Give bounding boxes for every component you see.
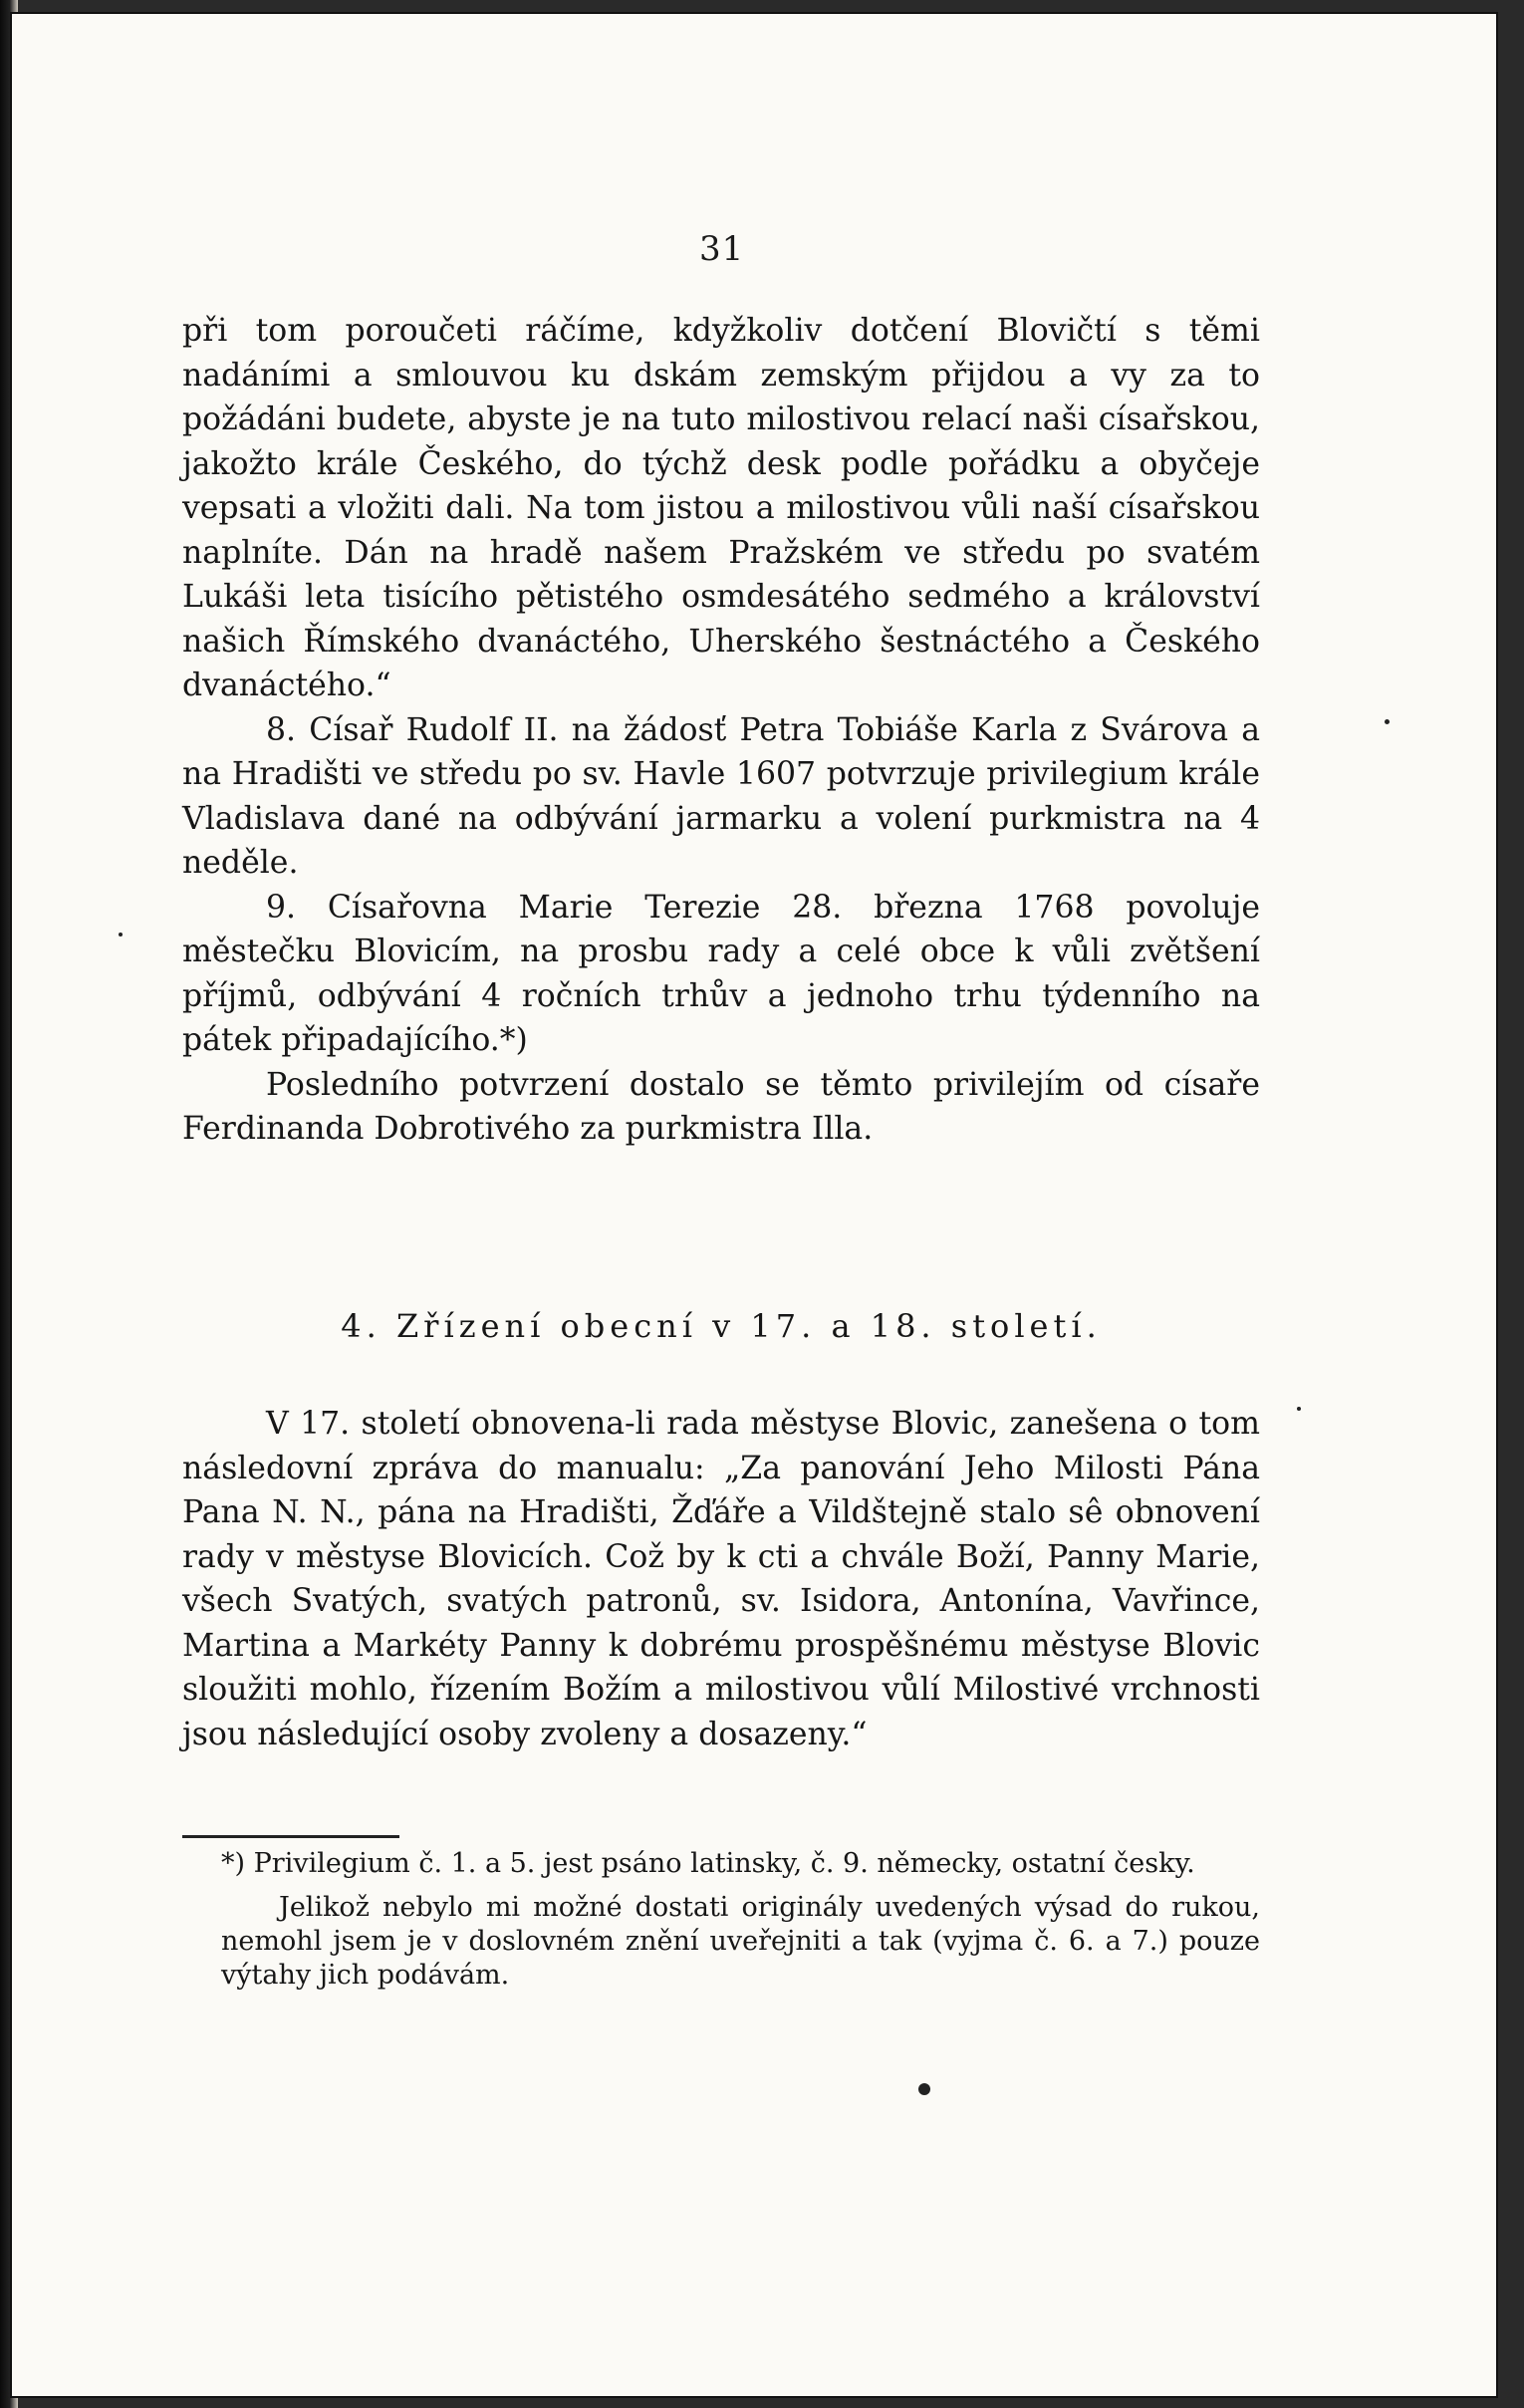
paragraph-item-9: 9. Císařovna Marie Terezie 28. března 1768 povoluje městečku Blovicím, na prosbu rady a celé obce k vůli zvětšení příjmů, odbývání 4 ročních trhův a jednoho trhu týdenního na pátek připadajícího.*) (182, 889, 1260, 1058)
body-text-bottom (182, 1402, 1260, 1756)
footnote-languages: *) Privilegium č. 1. a 5. jest psáno latinsky, č. 9. německy, ostatní česky. (221, 1848, 1195, 1879)
scan-speck (918, 2083, 930, 2095)
footnote-originals: Jelikož nebylo mi možné dostati originály uvedených výsad do rukou, nemohl jsem je v doslovném znění uveřejniti a tak (vyjma č. 6. a 7.) pouze výtahy jich podávám. (221, 1892, 1260, 1991)
scan-speck (1385, 719, 1390, 724)
paragraph-council-renewal: V 17. století obnovena-li rada městyse Blovic, zanešena o tom následovní zpráva do manualu: „Za panování Jeho Milosti Pána Pana N. N., pána na Hradišti, Žďáře a Vildštejně stalo sê obnovení rady v městyse Blovicích. Což by k cti a chvále Boží, Panny Marie, všech Svatých, svatých patronů, sv. Isidora, Antonína, Vavřince, Martina a Markéty Panny k dobrému prospěšnému městyse Blovic sloužiti mohlo, řízením Božím a milostivou vůlí Milostivé vrchnosti jsou následující osoby zvoleny a dosazeny.“ (182, 1406, 1260, 1752)
paragraph-relace: při tom poroučeti ráčíme, kdyžkoliv dotčení Blovičtí s těmi nadáními a smlouvou ku dskám zemským přijdou a vy za to požádáni budete, abyste je na tuto milostivou relací naši císařskou, jakožto krále Českého, do týchž desk podle pořádku a obyčeje vepsati a vložiti dali. Na tom jistou a milostivou vůli naší císařskou naplníte. Dán na hradě našem Pražském ve středu po svatém Lukáši leta tisícího pětistého osmdesátého sedmého a království našich Římského dvanáctého, Uherského šestnáctého a Českého dvanáctého.“ (182, 313, 1260, 703)
footnote-rule (182, 1835, 399, 1838)
paragraph-confirmation: Posledního potvrzení dostalo se těmto privilejím od císaře Ferdinanda Dobrotivého za purkmistra Illa. (182, 1066, 1260, 1147)
scan-speck (1297, 1407, 1301, 1411)
scan-speck (119, 933, 123, 936)
book-page (10, 12, 1498, 2398)
body-text-top (182, 309, 1260, 1152)
section-heading: 4. Zřízení obecní v 17. a 18. století. (341, 1307, 1102, 1345)
paragraph-item-8: 8. Císař Rudolf II. na žádosť Petra Tobiáše Karla z Svárova a na Hradišti ve středu po sv. Havle 1607 potvrzuje privilegium krále Vladislava dané na odbývání jarmarku a volení purkmistra na 4 neděle. (182, 711, 1260, 881)
page-number: 31 (699, 229, 745, 269)
footnotes (221, 1847, 1260, 1993)
